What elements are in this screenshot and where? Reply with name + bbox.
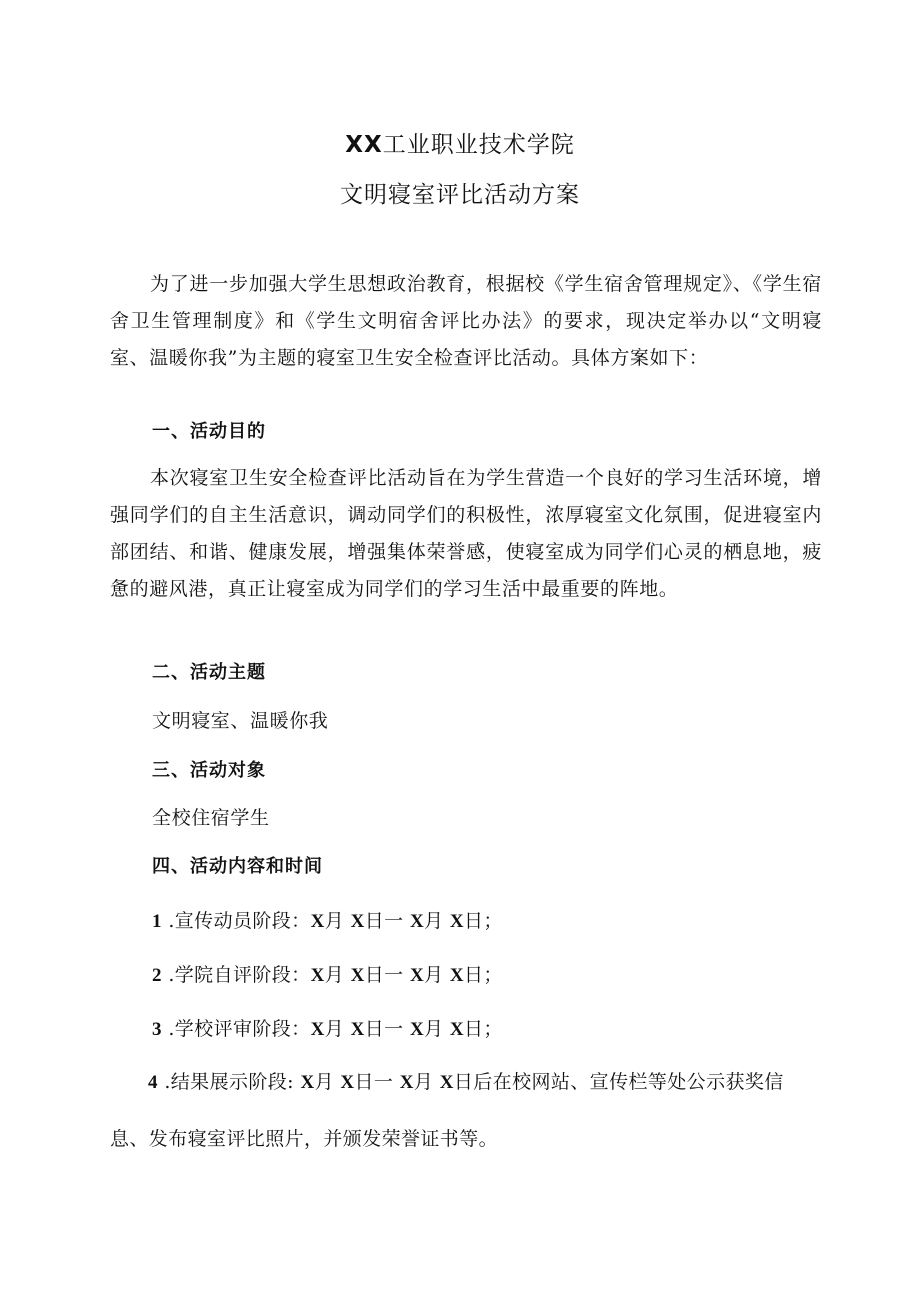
title-prefix: XX [345, 132, 383, 158]
step-text: 月 [314, 1071, 341, 1093]
section2-text: 文明寝室、温暖你我 [152, 710, 329, 732]
intro-paragraph: 为了进一步加强大学生思想政治教育，根据校《学生宿舍管理规定》、《学生宿舍卫生管理制度》和《学生文明宿舍评比办法》的要求，现决定举办以“文明寝室、温暖你我”为主题的寝室卫生安全检查评比活动。具体方案如下： [110, 273, 822, 369]
step-x: X [449, 911, 465, 932]
step-text: 月 [424, 910, 450, 932]
step-item [152, 1014, 503, 1041]
step-item [152, 906, 503, 933]
step-x: X [350, 911, 365, 932]
step-x: X [310, 965, 325, 986]
section3-heading: 三、活动对象 [152, 760, 266, 781]
title-rest: 工业职业技术学院 [382, 132, 575, 158]
section1-paragraph: 本次寝室卫生安全检查评比活动旨在为学生营造一个良好的学习生活环境，增强同学们的自主生活意识，调动同学们的积极性，浓厚寝室文化氛围，促进寝室内部团结、和谐、健康发展，增强集体荣誉感，使寝室成为同学们心灵的栖息地，疲惫的避风港，真正让寝室成为同学们的学习生活中最重要的阵地。 [110, 467, 822, 600]
step-x: X [340, 1072, 355, 1093]
step-text: 月 [324, 964, 351, 986]
step-number: 4 [148, 1072, 158, 1093]
step-item [152, 960, 503, 987]
step-x: X [310, 911, 325, 932]
step-number: 2 [152, 965, 162, 986]
step-text: 日； [464, 910, 503, 932]
step-item [110, 1054, 822, 1167]
step-x: X [409, 911, 425, 932]
step-label: .学院自评阶段： [161, 964, 311, 986]
step-x: X [409, 1019, 425, 1040]
step-text: 月 [413, 1071, 440, 1093]
step-text: 日一 [354, 1071, 400, 1093]
step-x: X [350, 1019, 365, 1040]
step-text: 月 [424, 964, 450, 986]
step-text: 月 [424, 1018, 450, 1040]
step-label: .结果展示阶段: [157, 1071, 301, 1093]
step-x: X [409, 965, 425, 986]
step-text: 月 [324, 910, 351, 932]
step-text: 日； [464, 1018, 503, 1040]
section2-heading: 二、活动主题 [152, 662, 266, 683]
step-number: 1 [152, 911, 162, 932]
step-number: 3 [152, 1019, 162, 1040]
step-text: 月 [324, 1018, 351, 1040]
step-label: .学校评审阶段： [161, 1018, 311, 1040]
step-x: X [300, 1072, 315, 1093]
step-x: X [439, 1072, 454, 1093]
step-text: 日一 [364, 910, 410, 932]
step-text: 日后在校网站、宣传栏等处公示获奖信息、发布寝室评比照片，并颁发荣誉证书等。 [110, 1071, 784, 1150]
step-x: X [449, 965, 465, 986]
section1-heading: 一、活动目的 [152, 421, 266, 442]
section4-heading: 四、活动内容和时间 [152, 856, 323, 877]
step-x: X [310, 1019, 325, 1040]
step-x: X [350, 965, 365, 986]
document-title-line2: 文明寝室评比活动方案 [340, 182, 580, 208]
step-label: .宣传动员阶段： [161, 910, 311, 932]
step-text: 日； [464, 964, 503, 986]
step-x: X [449, 1019, 465, 1040]
step-x: X [399, 1072, 414, 1093]
step-text: 日一 [364, 964, 410, 986]
section3-text: 全校住宿学生 [152, 807, 270, 829]
step-text: 日一 [364, 1018, 410, 1040]
document-title-line1 [0, 126, 920, 159]
